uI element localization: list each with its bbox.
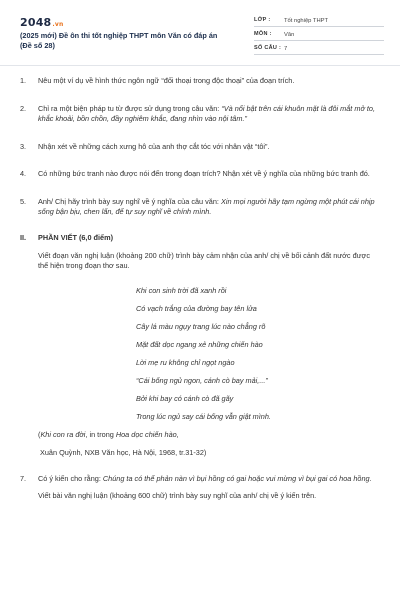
question-body xyxy=(38,197,382,218)
question-text: Anh/ Chị hãy trình bày suy nghĩ về ý nghĩa của câu văn: xyxy=(38,196,221,206)
question-number: 7. xyxy=(20,474,27,484)
section-number: II. xyxy=(20,233,27,243)
source-book: Hoa dọc chiến hào, xyxy=(115,429,179,439)
source-open: ( xyxy=(38,429,41,439)
question-body xyxy=(38,474,382,485)
poem-line: Khi con sinh trời đã xanh rồi xyxy=(136,285,227,295)
meta-row-grade xyxy=(254,13,384,27)
question-text: Có ý kiến cho rằng: xyxy=(38,474,103,484)
question-5 xyxy=(20,197,382,218)
section-heading xyxy=(20,233,382,244)
poem-line: Mặt đất dọc ngang xẻ những chiến hào xyxy=(136,339,263,349)
meta-label: MÔN : xyxy=(254,31,272,38)
meta-value: Văn xyxy=(284,31,295,38)
meta-row-subject xyxy=(254,27,384,41)
question-3 xyxy=(20,142,382,153)
poem-line: Có vạch trắng của đường bay tên lửa xyxy=(136,303,257,313)
logo-suffix: .vn xyxy=(52,21,64,28)
logo-text: 2048 xyxy=(20,16,52,29)
meta-label: LỚP : xyxy=(254,17,271,24)
poem-line: Trong lúc ngủ say cái bống vẫn giật mình. xyxy=(136,411,271,421)
question-4 xyxy=(20,169,382,180)
exam-content xyxy=(20,76,382,515)
question-text: Có những bức tranh nào được nói đến trong đoạn trích? Nhận xét về ý nghĩa của những bức tranh đó. xyxy=(38,169,370,179)
meta-label: SỐ CÂU : xyxy=(254,45,282,52)
essay-task: Viết bài văn nghị luận (khoảng 600 chữ) trình bày suy nghĩ của anh/ chị về ý kiến trên. xyxy=(38,490,317,500)
poem-line: Cây lá màu ngụy trang lúc nào chẳng rõ xyxy=(136,321,266,331)
question-quote: Chúng ta có thể phản nàn vì bụi hồng có gai hoặc vui mừng vì bụi gai có hoa hồng. xyxy=(102,474,372,484)
question-quote: “Và nổi bật trên cái khuôn mặt là đôi mắt mở to, khắc khoải, bồn chồn, đầy nghiêm khắc, đang nhìn vào nội tâm.” xyxy=(38,103,375,124)
document-title: (2025 mới) Đề ôn thi tốt nghiệp THPT môn Văn có đáp án (Đề số 28) xyxy=(20,31,218,51)
meta-value: Tốt nghiệp THPT xyxy=(284,17,329,24)
site-logo[interactable] xyxy=(20,15,63,31)
question-text: Nhận xét về những cách xưng hô của anh thợ cắt tóc với nhân vật “tôi”. xyxy=(38,141,270,151)
source-mid: , in trong xyxy=(85,429,116,439)
source-title: Khi con ra đời xyxy=(40,429,86,439)
question-2 xyxy=(20,104,382,125)
question-number: 5. xyxy=(20,196,27,206)
meta-row-count xyxy=(254,41,384,55)
question-number: 4. xyxy=(20,169,27,179)
poem-line: “Cái bống ngủ ngon, cánh cò bay mải,...” xyxy=(136,375,268,385)
poem-line: Lời mẹ ru không chỉ ngọt ngào xyxy=(136,357,235,367)
meta-value: 7 xyxy=(284,45,288,52)
meta-panel xyxy=(254,13,384,55)
page-header xyxy=(0,0,400,62)
question-number: 1. xyxy=(20,76,27,85)
question-7 xyxy=(20,474,382,485)
poem-source xyxy=(38,430,382,459)
poem xyxy=(136,286,382,422)
question-quote: Xin mọi người hãy tạm ngừng một phút cái nhịp sống bận bịu, chen lấn, để tự suy nghĩ về chính mình. xyxy=(38,196,375,217)
source-citation xyxy=(38,430,382,441)
section-title: PHẦN VIẾT (6,0 điểm) xyxy=(38,233,114,243)
question-text: Chỉ ra một biện pháp tu từ được sử dụng trong câu văn: xyxy=(38,103,222,113)
question-body xyxy=(38,104,382,125)
source-author: Xuân Quỳnh, NXB Văn học, Hà Nội, 1968, tr.31-32) xyxy=(40,447,207,457)
poem-line: Bởi khi bay có cánh cò đã gãy xyxy=(136,393,234,403)
question-number: 3. xyxy=(20,141,27,151)
writing-prompt: Viết đoạn văn nghị luận (khoảng 200 chữ) trình bày cảm nhận của anh/ chị về bối cảnh đất nước được thể hiện trong đoạn thơ sau. xyxy=(38,250,370,271)
header-divider xyxy=(0,65,400,66)
question-text: Nêu một ví dụ về hình thức ngôn ngữ “đối thoại trong độc thoại” của đoạn trích. xyxy=(38,76,295,85)
question-1 xyxy=(20,76,382,87)
question-number: 2. xyxy=(20,103,27,113)
